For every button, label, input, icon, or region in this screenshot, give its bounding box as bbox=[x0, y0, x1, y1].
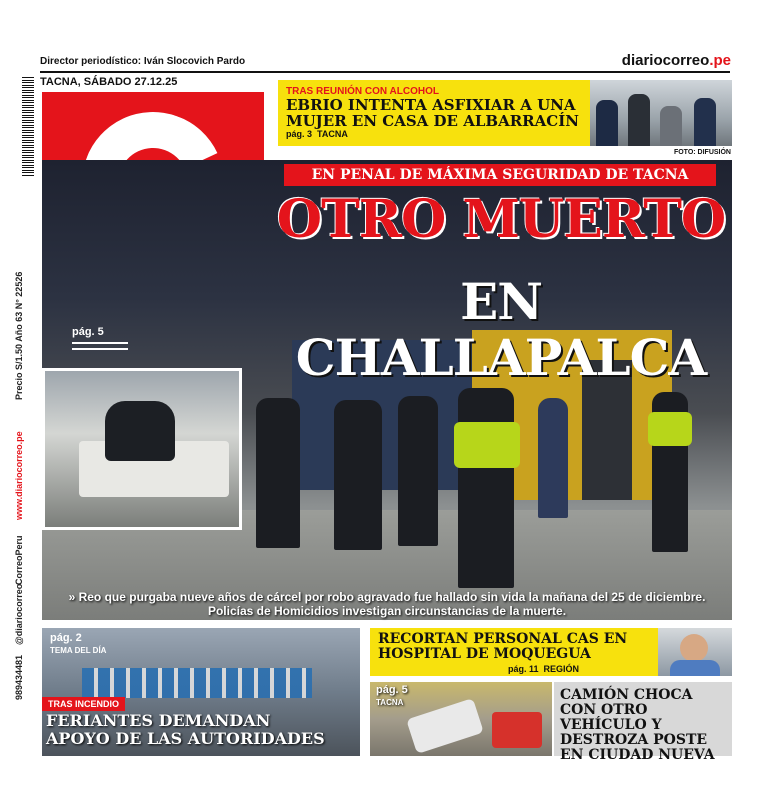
officer-figure bbox=[398, 396, 438, 546]
crash-story-title: CAMIÓN CHOCA CON OTRO VEHÍCULO Y DESTROZA POSTE EN CIUDAD NUEVA bbox=[560, 687, 715, 763]
bottom-right-top-page-number: pág. 11 bbox=[508, 664, 539, 674]
top-story-section: TACNA bbox=[317, 129, 348, 139]
site-suffix: .pe bbox=[709, 52, 731, 69]
portrait-shirt bbox=[670, 660, 720, 676]
director-credit: Director periodístico: Iván Slocovich Pardo bbox=[40, 56, 246, 67]
bottom-left-section: TEMA DEL DÍA bbox=[50, 646, 107, 655]
top-story-kicker: TRAS REUNIÓN CON ALCOHOL bbox=[286, 86, 439, 97]
header-rule bbox=[40, 71, 730, 73]
bottom-left-title-line2: APOYO DE LAS AUTORIDADES bbox=[46, 729, 325, 748]
top-story-title: EBRIO INTENTA ASFIXIAR A UNA MUJER EN CASA DE ALBARRACÍN bbox=[286, 96, 579, 130]
officer-figure bbox=[596, 100, 618, 146]
bystander-figure bbox=[538, 398, 568, 518]
officer-figure bbox=[458, 388, 514, 588]
officer-figure bbox=[256, 398, 300, 548]
officer-figure bbox=[694, 98, 716, 146]
site-url bbox=[622, 52, 731, 69]
top-story-page bbox=[286, 129, 582, 139]
market-stalls bbox=[82, 668, 312, 698]
main-story-caption: » Reo que purgaba nueve años de cárcel por robo agravado fue hallado sin vida la mañana del 25 de diciembre. Policías de Homicidios investigan circunstancias de la muerte. bbox=[68, 590, 706, 618]
dateline: TACNA, SÁBADO 27.12.25 bbox=[40, 76, 178, 88]
top-story-photo bbox=[590, 80, 732, 146]
officer-figure bbox=[334, 400, 382, 550]
twitter-handle: @diariocorreo bbox=[14, 583, 24, 645]
facebook-handle: CorreoPeru bbox=[14, 535, 24, 585]
main-headline-line2: EN CHALLAPALCA bbox=[295, 272, 707, 387]
bottom-left-title-line1: FERIANTES DEMANDAN bbox=[46, 711, 271, 730]
whatsapp-number: 989434481 bbox=[14, 654, 24, 700]
bottom-left-page: pág. 2 bbox=[50, 632, 82, 644]
officer-figure bbox=[628, 94, 650, 146]
bottom-left-title bbox=[46, 712, 325, 748]
inset-person bbox=[105, 401, 175, 461]
portrait-head bbox=[680, 634, 708, 662]
official-portrait bbox=[658, 628, 732, 676]
inset-page-label: pág. 5 bbox=[72, 326, 104, 338]
side-website: www.diariocorreo.pe bbox=[14, 431, 24, 520]
photo-credit: FOTO: DIFUSIÓN bbox=[673, 149, 731, 156]
main-story-kicker: EN PENAL DE MÁXIMA SEGURIDAD DE TACNA bbox=[284, 164, 716, 186]
bottom-right-top-section: REGIÓN bbox=[543, 664, 580, 674]
main-headline-line1: OTRO MUERTO bbox=[276, 189, 726, 250]
overturned-car bbox=[406, 698, 484, 754]
inset-page-lines bbox=[72, 342, 128, 350]
hi-vis-vest bbox=[454, 422, 520, 468]
top-story-banner bbox=[278, 80, 590, 146]
officer-figure bbox=[660, 106, 682, 146]
top-story-page-number: pág. 3 bbox=[286, 129, 313, 139]
side-info-strip bbox=[0, 0, 28, 700]
crash-story-section: TACNA bbox=[376, 698, 404, 707]
crash-story-box bbox=[554, 682, 732, 763]
hi-vis-vest bbox=[648, 412, 692, 446]
red-truck bbox=[492, 712, 542, 748]
bottom-right-top-title: RECORTAN PERSONAL CAS EN HOSPITAL DE MOQUEGUA bbox=[378, 631, 628, 662]
inset-photo bbox=[42, 368, 242, 530]
crash-story-page: pág. 5 bbox=[376, 684, 408, 696]
bottom-left-kicker: TRAS INCENDIO bbox=[42, 697, 125, 711]
site-prefix: diariocorreo bbox=[621, 52, 710, 69]
price-issue-info: Precio S/1.50 Año 63 N° 22526 bbox=[14, 271, 24, 400]
